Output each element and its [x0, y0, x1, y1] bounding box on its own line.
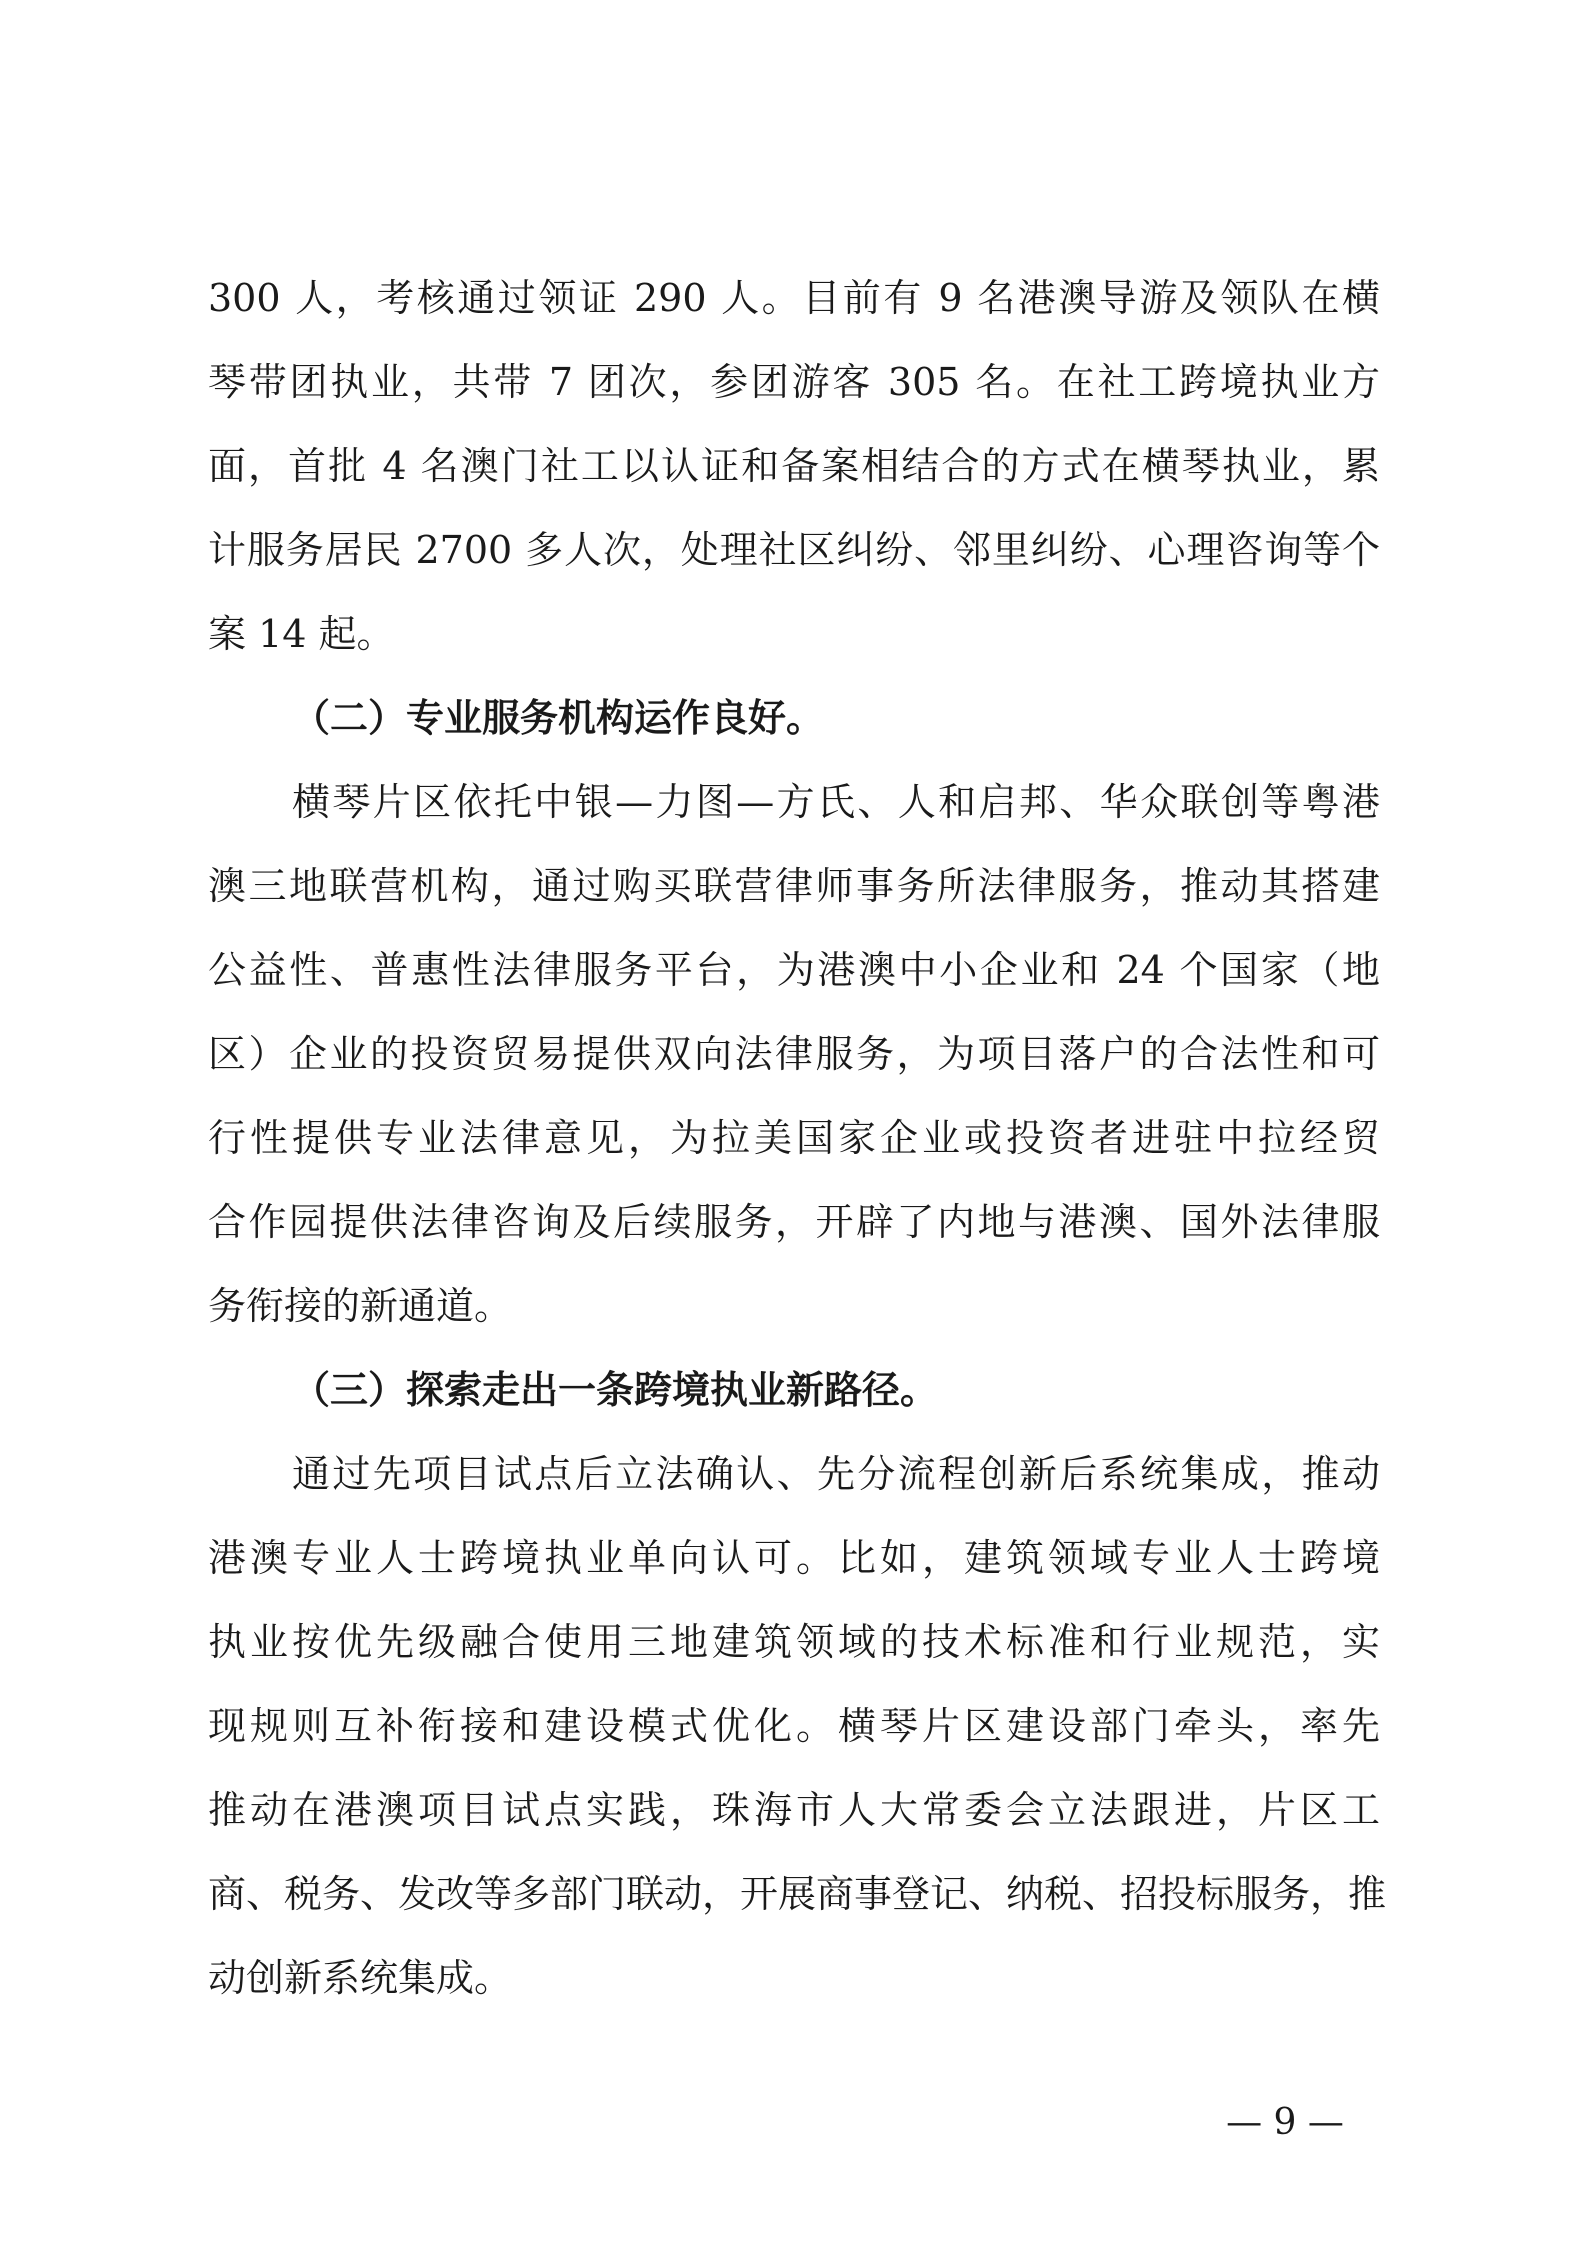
paragraph-line: 动创新系统集成。: [208, 1956, 513, 2000]
paragraph-line: 合作园提供法律咨询及后续服务，开辟了内地与港澳、国外法律服: [208, 1200, 1380, 1244]
paragraph-line: 澳三地联营机构，通过购买联营律师事务所法律服务，推动其搭建: [208, 864, 1380, 908]
paragraph-line: 横琴片区依托中银—力图—方氏、人和启邦、华众联创等粤港: [292, 780, 1380, 824]
paragraph-line: 港澳专业人士跨境执业单向认可。比如，建筑领域专业人士跨境: [208, 1536, 1380, 1580]
paragraph-line: 现规则互补衔接和建设模式优化。横琴片区建设部门牵头，率先: [208, 1704, 1380, 1748]
paragraph-line: 计服务居民 2700 多人次，处理社区纠纷、邻里纠纷、心理咨询等个: [208, 528, 1380, 572]
paragraph-line: 执业按优先级融合使用三地建筑领域的技术标准和行业规范，实: [208, 1620, 1380, 1664]
paragraph-line: 300 人，考核通过领证 290 人。目前有 9 名港澳导游及领队在横: [208, 276, 1380, 320]
paragraph-line: 通过先项目试点后立法确认、先分流程创新后系统集成，推动: [292, 1452, 1380, 1496]
paragraph-line: 商、税务、发改等多部门联动，开展商事登记、纳税、招投标服务，推: [208, 1872, 1387, 1916]
paragraph-line: 推动在港澳项目试点实践，珠海市人大常委会立法跟进，片区工: [208, 1788, 1380, 1832]
paragraph-line: 务衔接的新通道。: [208, 1284, 513, 1328]
section-heading: （二）专业服务机构运作良好。: [292, 695, 825, 740]
paragraph-line: 面，首批 4 名澳门社工以认证和备案相结合的方式在横琴执业，累: [208, 444, 1380, 488]
paragraph-line: 行性提供专业法律意见，为拉美国家企业或投资者进驻中拉经贸: [208, 1116, 1380, 1160]
page-number: — 9 —: [1226, 2102, 1344, 2143]
paragraph-line: 公益性、普惠性法律服务平台，为港澳中小企业和 24 个国家（地: [208, 948, 1380, 992]
paragraph-line: 案 14 起。: [208, 612, 395, 656]
paragraph-line: 琴带团执业，共带 7 团次，参团游客 305 名。在社工跨境执业方: [208, 360, 1380, 404]
section-heading: （三）探索走出一条跨境执业新路径。: [292, 1367, 939, 1412]
paragraph-line: 区）企业的投资贸易提供双向法律服务，为项目落户的合法性和可: [208, 1032, 1380, 1076]
